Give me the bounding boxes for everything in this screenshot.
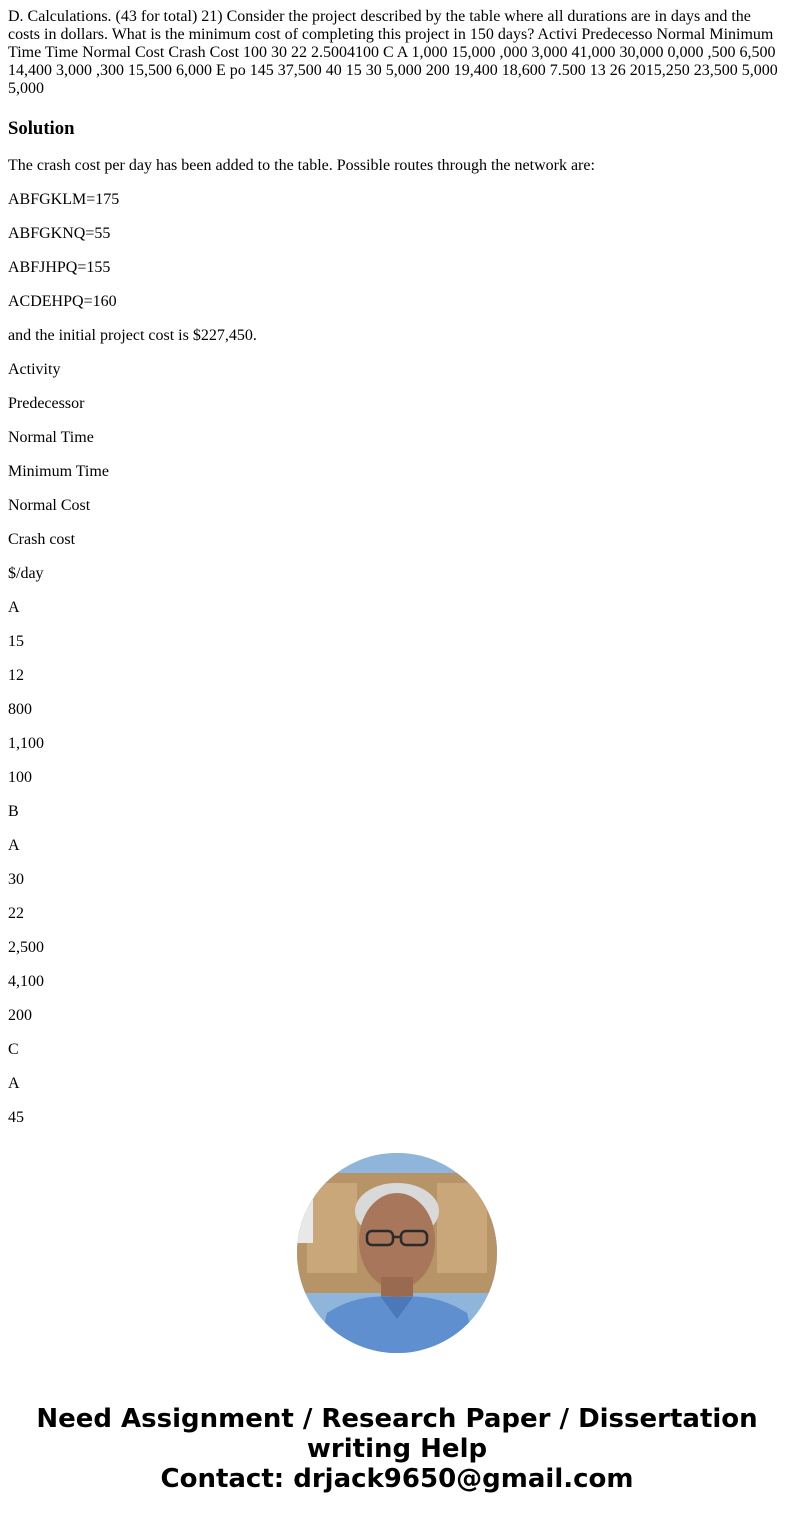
table-cell: A (8, 837, 20, 854)
table-header-cell: Normal Time (8, 429, 94, 446)
table-cell: 200 (8, 1007, 32, 1024)
table-cell: 100 (8, 769, 32, 786)
table-cell: 2,500 (8, 939, 44, 956)
help-banner (0, 1404, 794, 1494)
table-cell: 1,100 (8, 735, 44, 752)
question-text: D. Calculations. (43 for total) 21) Consider the project described by the table where all durations are in days and the costs in dollars. What is the minimum cost of completing this project in 150 days? Activi Predecesso Normal Minimum Time Time Normal Cost Crash Cost 100 30 22 2.5004100 C A 1,000 15,000 ,000 3,000 41,000 30,000 0,000 ,500 6,500 14,400 3,000 ,300 15,500 6,000 E po 145 37,500 40 15 30 5,000 200 19,400 18,600 7.500 13 26 2015,250 23,500 5,000 5,000 (8, 8, 778, 97)
portrait-image (297, 1153, 497, 1353)
banner-line: writing Help (306, 1434, 488, 1464)
route-line: ACDEHPQ=160 (8, 293, 117, 310)
table-cell: B (8, 803, 19, 820)
table-cell: A (8, 599, 20, 616)
table-header-cell: Predecessor (8, 395, 85, 412)
route-line: ABFGKNQ=55 (8, 225, 111, 242)
table-header-cell: Crash cost (8, 531, 76, 548)
table-cell: 4,100 (8, 973, 44, 990)
table-cell: 22 (8, 905, 24, 922)
table-cell: 15 (8, 633, 24, 650)
solution-lines (8, 157, 786, 1143)
table-cell: C (8, 1041, 19, 1058)
route-line: ABFJHPQ=155 (8, 259, 111, 276)
table-cell: 30 (8, 871, 24, 888)
table-header-cell: $/day (8, 565, 44, 582)
solution-heading: Solution (8, 118, 75, 139)
table-cell: A (8, 1075, 20, 1092)
table-cell: 12 (8, 667, 24, 684)
avatar (297, 1153, 497, 1353)
contact-email[interactable]: Contact: drjack9650@gmail.com (160, 1464, 634, 1494)
solution-intro: The crash cost per day has been added to the table. Possible routes through the network are: (8, 157, 595, 174)
route-line: ABFGKLM=175 (8, 191, 120, 208)
table-header-cell: Normal Cost (8, 497, 91, 514)
table-cell: 800 (8, 701, 32, 718)
table-cell: 45 (8, 1109, 24, 1126)
banner-line: Need Assignment / Research Paper / Dissertation (36, 1404, 758, 1434)
initial-cost-line: and the initial project cost is $227,450. (8, 327, 257, 344)
table-header-cell: Minimum Time (8, 463, 109, 480)
table-header-cell: Activity (8, 361, 61, 378)
